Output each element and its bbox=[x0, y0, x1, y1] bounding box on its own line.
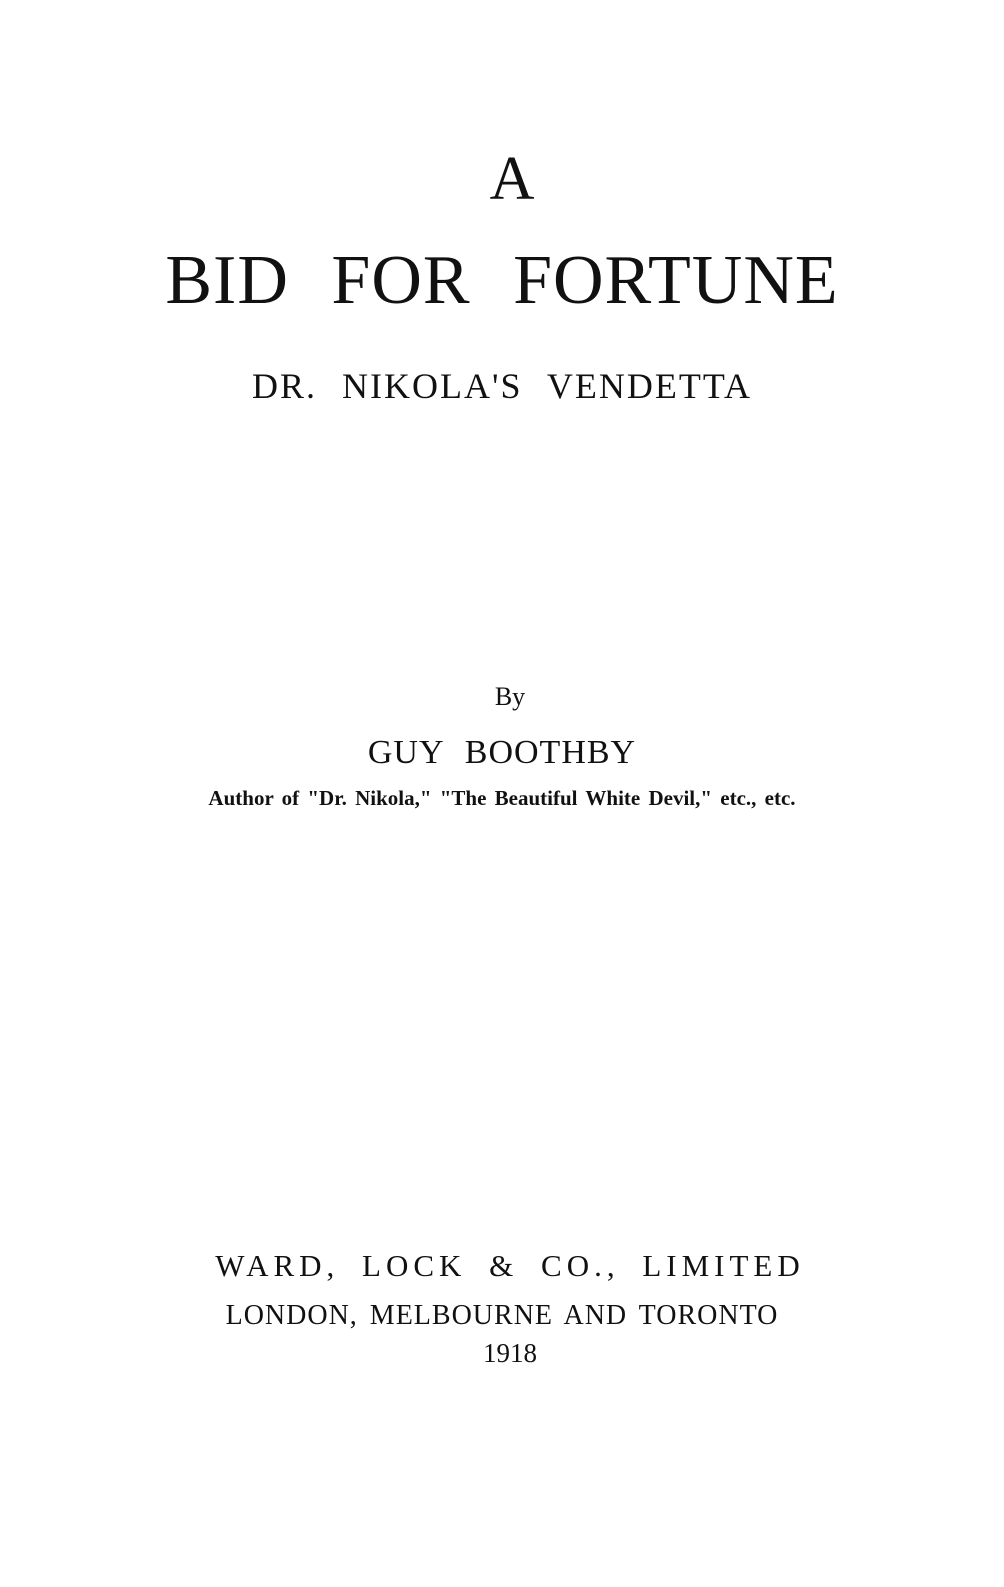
title-article: A bbox=[489, 145, 535, 213]
publisher-name: WARD, LOCK & CO., LIMITED bbox=[215, 1248, 805, 1283]
publication-year: 1918 bbox=[483, 1338, 537, 1368]
book-title: BID FOR FORTUNE bbox=[165, 242, 839, 319]
author-works: Author of "Dr. Nikola," "The Beautiful White Devil," etc., etc. bbox=[208, 786, 796, 810]
publisher-cities: LONDON, MELBOURNE AND TORONTO bbox=[225, 1300, 779, 1331]
book-subtitle: DR. NIKOLA'S VENDETTA bbox=[252, 366, 752, 406]
author-name: GUY BOOTHBY bbox=[367, 734, 637, 771]
by-label: By bbox=[494, 682, 526, 711]
